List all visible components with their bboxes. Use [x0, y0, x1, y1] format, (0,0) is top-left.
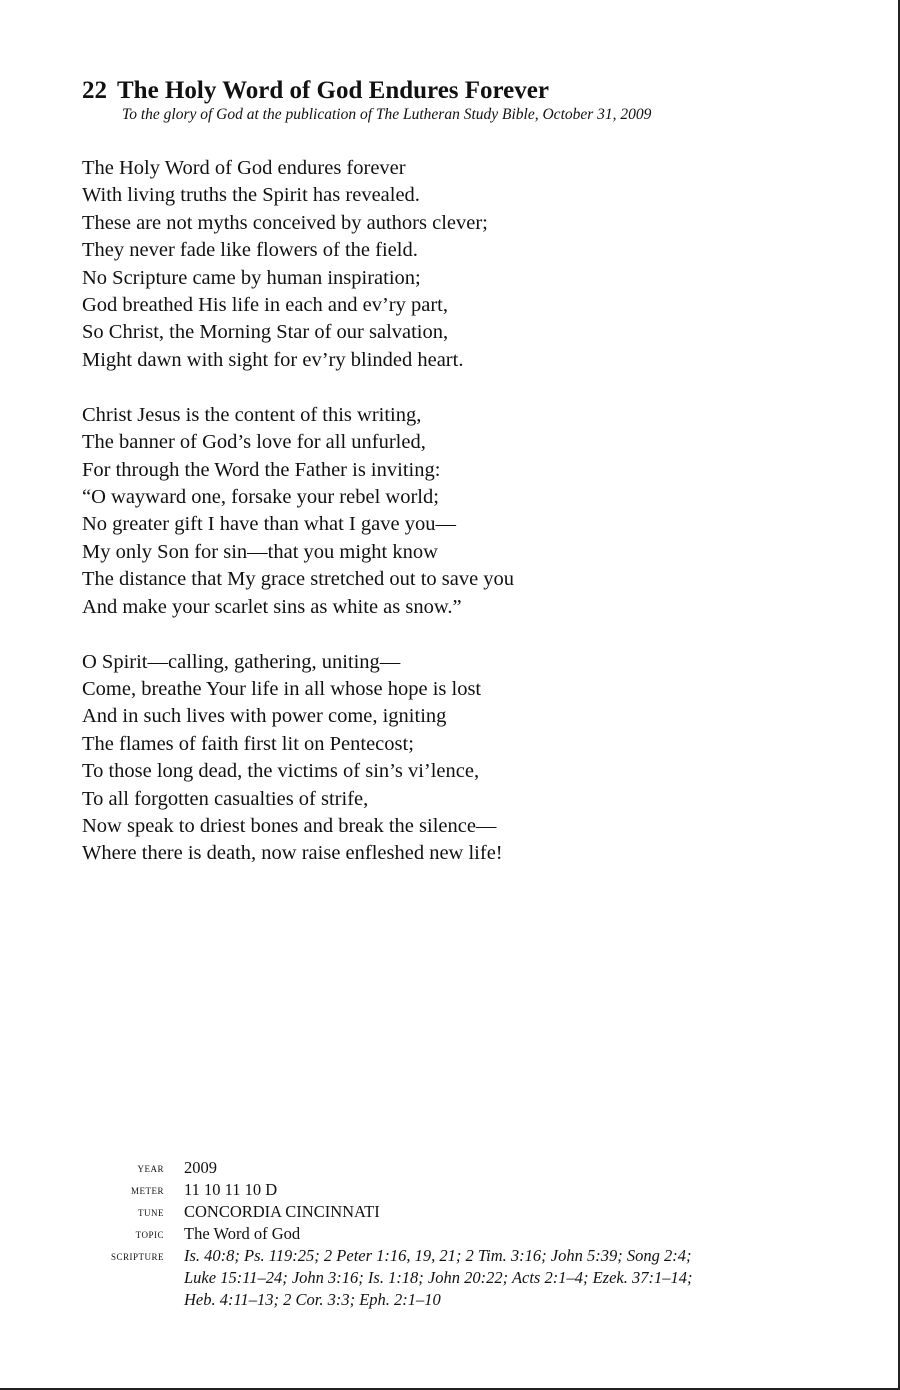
stanza-line: Christ Jesus is the content of this writing, — [82, 403, 422, 426]
stanza-2 — [82, 402, 862, 621]
stanza-line: They never fade like flowers of the field. — [82, 239, 418, 262]
stanza-line: And in such lives with power come, igniting — [82, 705, 447, 728]
stanza-line: God breathed His life in each and ev’ry part, — [82, 294, 449, 317]
meta-topic-label: topic — [135, 1227, 164, 1241]
stanza-line: With living truths the Spirit has revealed. — [82, 184, 420, 207]
stanza-line: These are not myths conceived by authors clever; — [82, 211, 488, 234]
stanza-line: My only Son for sin—that you might know — [82, 540, 438, 563]
stanza-1 — [82, 155, 862, 374]
stanza-3 — [82, 649, 862, 868]
scripture-line: Luke 15:11–24; John 3:16; Is. 1:18; John 20:22; Acts 2:1–4; Ezek. 37:1–14; — [184, 1268, 693, 1287]
stanza-line: No greater gift I have than what I gave you— — [82, 513, 456, 536]
meta-year-value: 2009 — [184, 1158, 217, 1177]
scripture-line: Heb. 4:11–13; 2 Cor. 3:3; Eph. 2:1–10 — [184, 1290, 441, 1309]
stanza-line: Come, breathe Your life in all whose hope is lost — [82, 677, 482, 700]
stanza-line: And make your scarlet sins as white as snow.” — [82, 595, 462, 618]
stanza-line: Might dawn with sight for ev’ry blinded heart. — [82, 348, 464, 371]
meta-scripture-value — [184, 1245, 842, 1311]
hymn-dedication: To the glory of God at the publication of The Lutheran Study Bible, October 31, 2009 — [122, 106, 652, 123]
hymn-title-line — [82, 76, 882, 106]
stanza-line: The banner of God’s love for all unfurled, — [82, 431, 426, 454]
meta-topic-row — [82, 1223, 842, 1245]
hymn-title: The Holy Word of God Endures Forever — [117, 77, 549, 104]
meta-tune-label: tune — [138, 1205, 164, 1219]
meta-meter-label: meter — [131, 1183, 164, 1197]
stanza-line: The flames of faith first lit on Pentecost; — [82, 732, 414, 755]
hymn-metadata — [82, 1157, 842, 1311]
meta-scripture-row — [82, 1245, 842, 1311]
stanza-line: Now speak to driest bones and break the silence— — [82, 814, 497, 837]
hymn-text — [82, 155, 862, 895]
stanza-line: The distance that My grace stretched out to save you — [82, 568, 515, 591]
meta-meter-value: 11 10 11 10 D — [184, 1180, 278, 1199]
meta-year-row — [82, 1157, 842, 1179]
scripture-line: Is. 40:8; Ps. 119:25; 2 Peter 1:16, 19, 21; 2 Tim. 3:16; John 5:39; Song 2:4; — [184, 1246, 692, 1265]
meta-tune-value: CONCORDIA CINCINNATI — [184, 1202, 380, 1221]
meta-year-label: year — [137, 1161, 164, 1175]
meta-topic-value: The Word of God — [184, 1224, 301, 1243]
meta-tune-row — [82, 1201, 842, 1223]
stanza-line: Where there is death, now raise enfleshed new life! — [82, 842, 503, 865]
hymn-header — [82, 76, 882, 124]
hymn-number: 22 — [82, 77, 107, 104]
stanza-line: “O wayward one, forsake your rebel world; — [82, 485, 439, 508]
stanza-line: For through the Word the Father is inviting: — [82, 458, 441, 481]
meta-scripture-label: scripture — [110, 1249, 164, 1263]
meta-meter-row — [82, 1179, 842, 1201]
stanza-line: To those long dead, the victims of sin’s vi’lence, — [82, 760, 480, 783]
stanza-line: O Spirit—calling, gathering, uniting— — [82, 650, 401, 673]
stanza-line: No Scripture came by human inspiration; — [82, 266, 421, 289]
stanza-line: So Christ, the Morning Star of our salvation, — [82, 321, 449, 344]
stanza-line: The Holy Word of God endures forever — [82, 157, 406, 179]
stanza-line: To all forgotten casualties of strife, — [82, 787, 369, 810]
